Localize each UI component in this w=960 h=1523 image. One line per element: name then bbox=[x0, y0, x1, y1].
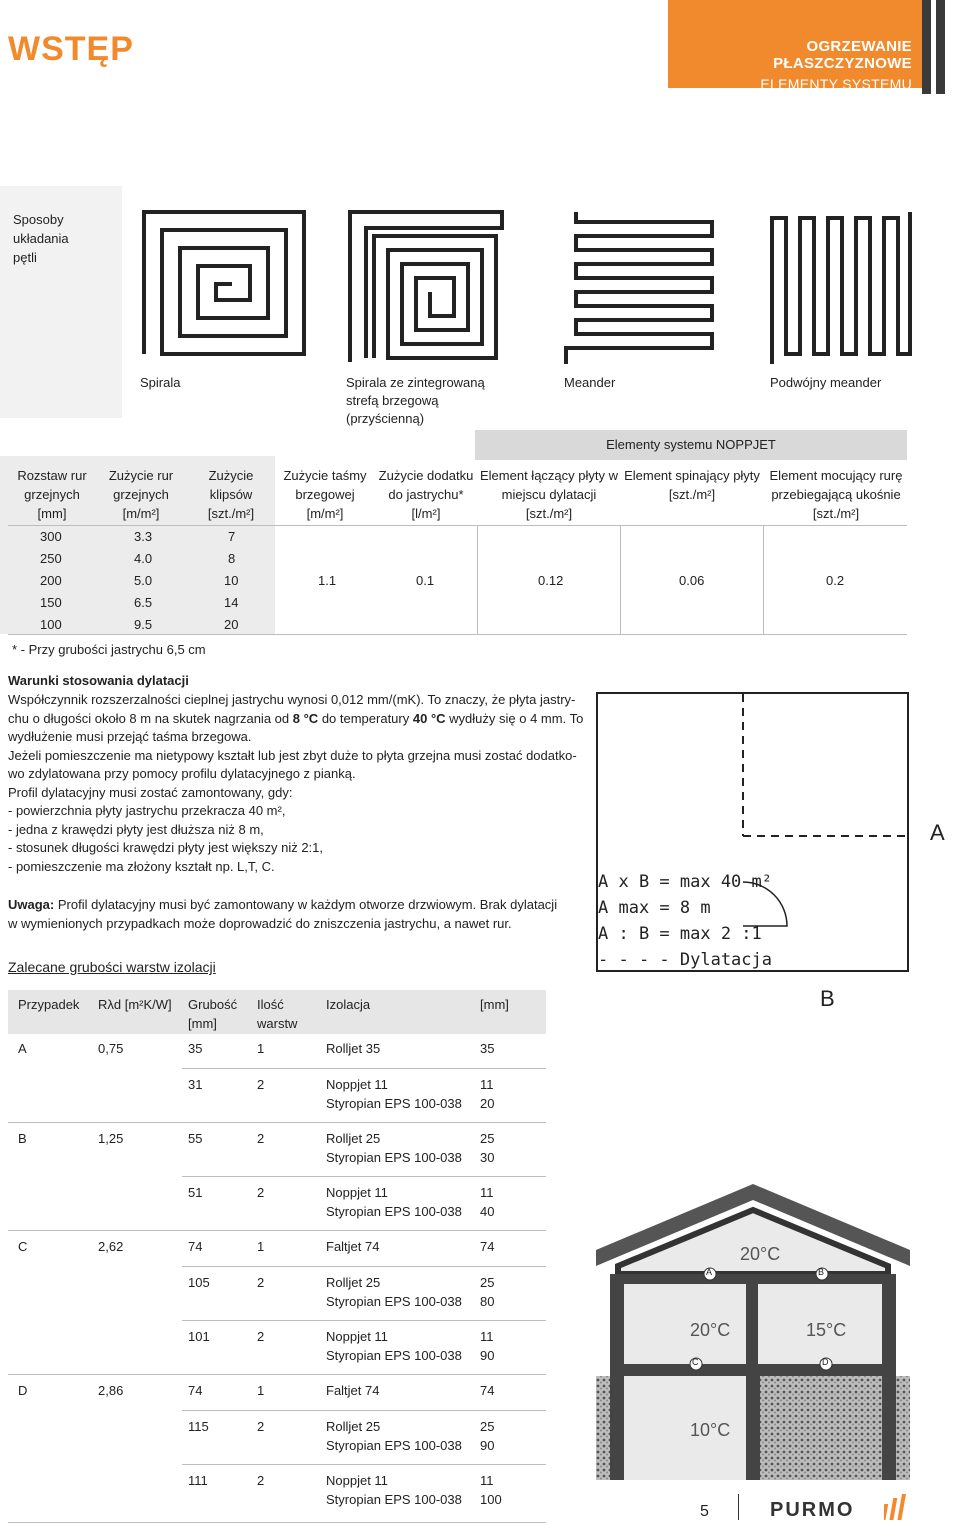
col-header-additive: Zużycie dodatku do jastrychu* [l/m²] bbox=[378, 468, 474, 521]
ins-cell-iso1: Noppjet 11 bbox=[326, 1473, 388, 1488]
clamping-element-value: 0.06 bbox=[679, 573, 705, 588]
table-cell: 200 bbox=[40, 573, 62, 588]
ins-cell-thick: 115 bbox=[188, 1419, 209, 1434]
table-cell: 9.5 bbox=[134, 617, 153, 632]
ins-cell-iso1: Noppjet 11 bbox=[326, 1329, 388, 1344]
ins-cell-case: A bbox=[18, 1041, 27, 1056]
ins-cell-iso1: Rolljet 25 bbox=[326, 1131, 381, 1146]
ins-row-divider bbox=[182, 1176, 546, 1177]
note-label: Uwaga: bbox=[8, 897, 55, 912]
ins-cell-iso2: Styropian EPS 100-038 bbox=[326, 1149, 462, 1165]
footer-divider bbox=[738, 1494, 739, 1520]
ins-cell-r: 2,86 bbox=[98, 1383, 124, 1398]
section-header-box bbox=[668, 0, 922, 92]
ins-cell-mm1: 74 bbox=[480, 1239, 495, 1254]
house-insulation-diagram bbox=[596, 1180, 910, 1480]
pattern-caption-double-meander: Podwójny meander bbox=[770, 375, 882, 390]
formula-max-length: A max = 8 m bbox=[598, 898, 711, 918]
ins-cell-r: 2,62 bbox=[98, 1239, 124, 1254]
list-item: - jedna z krawędzi płyty jest dłuższa niż 8 m, bbox=[8, 821, 264, 837]
dilatation-heading: Warunki stosowania dylatacji bbox=[8, 673, 189, 688]
ins-cell-thick: 101 bbox=[188, 1329, 210, 1344]
temp-to: 40 °C bbox=[412, 710, 446, 726]
temp-room-left: 20°C bbox=[690, 1320, 731, 1340]
ins-cell-iso1: Rolljet 25 bbox=[326, 1419, 381, 1434]
dimension-label-b: B bbox=[820, 986, 835, 1011]
house-label-d: D bbox=[822, 1357, 829, 1367]
ins-cell-iso1: Faltjet 74 bbox=[326, 1383, 380, 1398]
dilatation-note bbox=[8, 896, 588, 933]
ins-cell-thick: 51 bbox=[188, 1185, 203, 1200]
house-label-c: C bbox=[692, 1357, 699, 1367]
col-header-clamping-element: Element spinający płyty [szt./m²] bbox=[624, 468, 760, 502]
ins-col-header: Ilość warstw bbox=[257, 997, 298, 1031]
ins-cell-case: D bbox=[18, 1383, 28, 1398]
ins-row-divider bbox=[182, 1464, 546, 1465]
meander-pattern-icon bbox=[562, 208, 722, 368]
ins-cell-iso1: Rolljet 25 bbox=[326, 1275, 381, 1290]
ins-cell-iso2: Styropian EPS 100-038 bbox=[326, 1095, 462, 1111]
text-span: do temperatury bbox=[321, 710, 410, 726]
dilatation-paragraph bbox=[8, 691, 588, 876]
ins-cell-thick: 74 bbox=[188, 1383, 203, 1398]
ins-cell-case: B bbox=[18, 1131, 27, 1146]
col-header-diagonal-element: Element mocujący rurę przebiegającą ukośnie [szt./m²] bbox=[769, 468, 903, 521]
table-vline-2 bbox=[620, 525, 621, 634]
additive-value: 0.1 bbox=[416, 573, 435, 588]
table-cell: 7 bbox=[228, 529, 236, 544]
joining-element-value: 0.12 bbox=[538, 573, 564, 588]
table-cell: 6.5 bbox=[134, 595, 153, 610]
temp-basement: 10°C bbox=[690, 1420, 731, 1440]
ins-cell-iso1: Faltjet 74 bbox=[326, 1239, 380, 1254]
temp-attic: 20°C bbox=[740, 1244, 781, 1264]
table-vline-3 bbox=[763, 525, 764, 634]
ins-cell-thick: 35 bbox=[188, 1041, 203, 1056]
col-header-joining-element: Element łączący płyty w miejscu dylatacji [szt./m²] bbox=[480, 468, 618, 521]
text-line bbox=[8, 896, 588, 915]
ins-cell-iso2: Styropian EPS 100-038 bbox=[326, 1437, 462, 1453]
ins-cell-case: C bbox=[18, 1239, 28, 1254]
ins-cell-mm2: 80 bbox=[480, 1293, 495, 1309]
ins-row-divider bbox=[182, 1320, 546, 1321]
ins-cell-mm1: 74 bbox=[480, 1383, 495, 1398]
col-header-clips: Zużycie klipsów [szt./m²] bbox=[207, 468, 255, 521]
table-footnote: * - Przy grubości jastrychu 6,5 cm bbox=[12, 642, 206, 657]
text-line bbox=[8, 710, 588, 729]
ins-row-divider bbox=[182, 1266, 546, 1267]
insulation-heading: Zalecane grubości warstw izolacji bbox=[8, 959, 216, 975]
text-span: Profil dylatacyjny musi być zamontowany w każdym otworze drzwiowym. Brak dylatacji bbox=[57, 897, 558, 912]
list-item: - stosunek długości krawędzi płyty jest większy niż 2:1, bbox=[8, 840, 324, 855]
col-header-pipe-usage: Zużycie rur grzejnych [m/m²] bbox=[108, 468, 174, 521]
table-cell: 150 bbox=[40, 595, 62, 610]
ins-cell-mm1: 25 bbox=[480, 1419, 495, 1434]
ins-cell-thick: 31 bbox=[188, 1077, 203, 1092]
table-cell: 14 bbox=[224, 595, 239, 610]
ins-cell-layers: 2 bbox=[257, 1473, 265, 1488]
temp-from: 8 °C bbox=[292, 710, 319, 726]
spiral-edge-pattern-icon bbox=[346, 208, 506, 366]
ins-cell-mm2: 90 bbox=[480, 1347, 495, 1363]
ins-cell-mm2: 90 bbox=[480, 1437, 495, 1453]
header-line-2: ELEMENTY SYSTEMU bbox=[760, 76, 912, 92]
ins-cell-r: 0,75 bbox=[98, 1041, 124, 1056]
col-header-spacing: Rozstaw rur grzejnych [mm] bbox=[17, 468, 87, 521]
ins-cell-r: 1,25 bbox=[98, 1131, 124, 1146]
page-title: WSTĘP bbox=[8, 30, 134, 68]
table-cell: 10 bbox=[224, 573, 239, 588]
house-label-a: A bbox=[706, 1267, 713, 1277]
ins-cell-iso2: Styropian EPS 100-038 bbox=[326, 1203, 462, 1219]
ins-cell-mm2: 30 bbox=[480, 1149, 495, 1165]
ins-cell-mm2: 40 bbox=[480, 1203, 495, 1219]
ins-cell-mm2: 100 bbox=[480, 1491, 502, 1507]
ins-cell-mm1: 25 bbox=[480, 1131, 495, 1146]
text-line: Profil dylatacyjny musi zostać zamontowany, gdy: bbox=[8, 784, 293, 800]
page-number: 5 bbox=[700, 1503, 709, 1520]
ins-col-header: Przypadek bbox=[18, 997, 80, 1012]
col-header-edge-tape: Zużycie taśmy brzegowej [m/m²] bbox=[283, 468, 367, 521]
text-line: wydłużenie musi przejąć taśma brzegowa. bbox=[8, 729, 252, 744]
ins-cell-iso2: Styropian EPS 100-038 bbox=[326, 1347, 462, 1363]
text-line: w wymienionych przypadkach może doprowadzić do zniszczenia jastrychu, a nawet rur. bbox=[8, 915, 512, 931]
table-cell: 20 bbox=[224, 617, 239, 632]
ins-cell-mm1: 11 bbox=[480, 1329, 494, 1344]
list-item: - powierzchnia płyty jastrychu przekracza 40 m², bbox=[8, 803, 286, 818]
diagonal-element-value: 0.2 bbox=[826, 573, 845, 588]
table-cell: 4.0 bbox=[134, 551, 153, 566]
ins-cell-layers: 1 bbox=[257, 1383, 265, 1398]
table-cell: 100 bbox=[40, 617, 62, 632]
ins-cell-mm1: 11 bbox=[480, 1185, 494, 1200]
header-bar-2 bbox=[936, 0, 945, 94]
ins-cell-layers: 1 bbox=[257, 1041, 265, 1056]
ins-row-divider bbox=[8, 1122, 546, 1123]
ins-cell-iso1: Noppjet 11 bbox=[326, 1077, 388, 1092]
text-line: Jeżeli pomieszczenie ma nietypowy kształt lub jest zbyt duże to płyta grzejna musi zostać dodatko- bbox=[8, 747, 577, 763]
header-line-1: OGRZEWANIE PŁASZCZYZNOWE bbox=[773, 38, 912, 72]
ins-cell-thick: 111 bbox=[188, 1473, 208, 1488]
formula-area: A x B = max 40 m² bbox=[598, 872, 772, 892]
ins-cell-layers: 2 bbox=[257, 1275, 265, 1290]
table-cell: 8 bbox=[228, 551, 236, 566]
ins-cell-mm1: 11 bbox=[480, 1077, 494, 1092]
ins-cell-iso1: Rolljet 35 bbox=[326, 1041, 381, 1056]
ins-cell-mm2: 20 bbox=[480, 1095, 495, 1111]
table-cell: 300 bbox=[40, 529, 62, 544]
ins-cell-layers: 2 bbox=[257, 1077, 265, 1092]
ins-row-divider bbox=[8, 1374, 546, 1375]
dimension-label-a: A bbox=[930, 820, 945, 845]
ins-row-divider bbox=[8, 1230, 546, 1231]
temp-room-right: 15°C bbox=[806, 1320, 847, 1340]
ins-row-divider bbox=[182, 1410, 546, 1411]
ins-cell-thick: 105 bbox=[188, 1275, 210, 1290]
house-label-b: B bbox=[818, 1267, 825, 1277]
table-cell: 3.3 bbox=[134, 529, 153, 544]
table-divider bbox=[8, 525, 907, 526]
table-cell: 5.0 bbox=[134, 573, 153, 588]
table-cell: 250 bbox=[40, 551, 62, 566]
text-line: Współczynnik rozszerzalności cieplnej jastrychu wynosi 0,012 mm/(mK). To znaczy, że płyta jastry- bbox=[8, 692, 576, 707]
ins-cell-thick: 55 bbox=[188, 1131, 203, 1146]
loops-label: Sposoby układania pętli bbox=[13, 212, 69, 265]
formula-ratio: A : B = max 2 :1 bbox=[598, 924, 762, 944]
ins-cell-mm1: 35 bbox=[480, 1041, 495, 1056]
ins-cell-mm1: 11 bbox=[480, 1473, 494, 1488]
ins-cell-thick: 74 bbox=[188, 1239, 203, 1254]
ins-row-divider bbox=[182, 1068, 546, 1069]
ins-cell-iso2: Styropian EPS 100-038 bbox=[326, 1491, 462, 1507]
purmo-logo: PURMO bbox=[770, 1499, 855, 1521]
ins-cell-layers: 2 bbox=[257, 1329, 265, 1344]
list-item: - pomieszczenie ma złożony kształt np. L,T, C. bbox=[8, 858, 275, 874]
text-line: wo zdylatowana przy pomocy profilu dylatacyjnego z pianką. bbox=[8, 766, 356, 781]
text-span: wydłuży się o 4 mm. To bbox=[449, 710, 584, 726]
double-meander-pattern-icon bbox=[766, 208, 916, 368]
ins-cell-layers: 2 bbox=[257, 1131, 265, 1146]
ins-cell-iso1: Noppjet 11 bbox=[326, 1185, 388, 1200]
formula-legend: - - - - Dylatacja bbox=[598, 950, 772, 970]
ins-col-header: Izolacja bbox=[326, 997, 371, 1012]
spiral-pattern-icon bbox=[140, 208, 310, 358]
pattern-caption-spiral-edge: Spirala ze zintegrowaną strefą brzegową (przyścienną) bbox=[346, 375, 485, 426]
ins-cell-layers: 1 bbox=[257, 1239, 265, 1254]
ins-cell-iso2: Styropian EPS 100-038 bbox=[326, 1293, 462, 1309]
table-bottom-line bbox=[8, 634, 907, 635]
pattern-caption-spiral: Spirala bbox=[140, 375, 181, 390]
text-span: chu o długości około 8 m na skutek nagrzania od bbox=[8, 710, 290, 726]
pattern-caption-meander: Meander bbox=[564, 375, 616, 390]
purmo-logo-mark-icon bbox=[884, 1494, 908, 1520]
edge-tape-value: 1.1 bbox=[318, 573, 337, 588]
header-bar-1 bbox=[922, 0, 931, 94]
ins-cell-mm1: 25 bbox=[480, 1275, 495, 1290]
ins-col-header: Grubość [mm] bbox=[188, 997, 238, 1031]
ins-cell-layers: 2 bbox=[257, 1419, 265, 1434]
table-vline-1 bbox=[477, 525, 478, 634]
ins-col-header: Rλd [m²K/W] bbox=[98, 997, 172, 1012]
ins-cell-layers: 2 bbox=[257, 1185, 265, 1200]
noppjet-group-header: Elementy systemu NOPPJET bbox=[475, 430, 907, 460]
ins-col-header: [mm] bbox=[480, 997, 509, 1012]
